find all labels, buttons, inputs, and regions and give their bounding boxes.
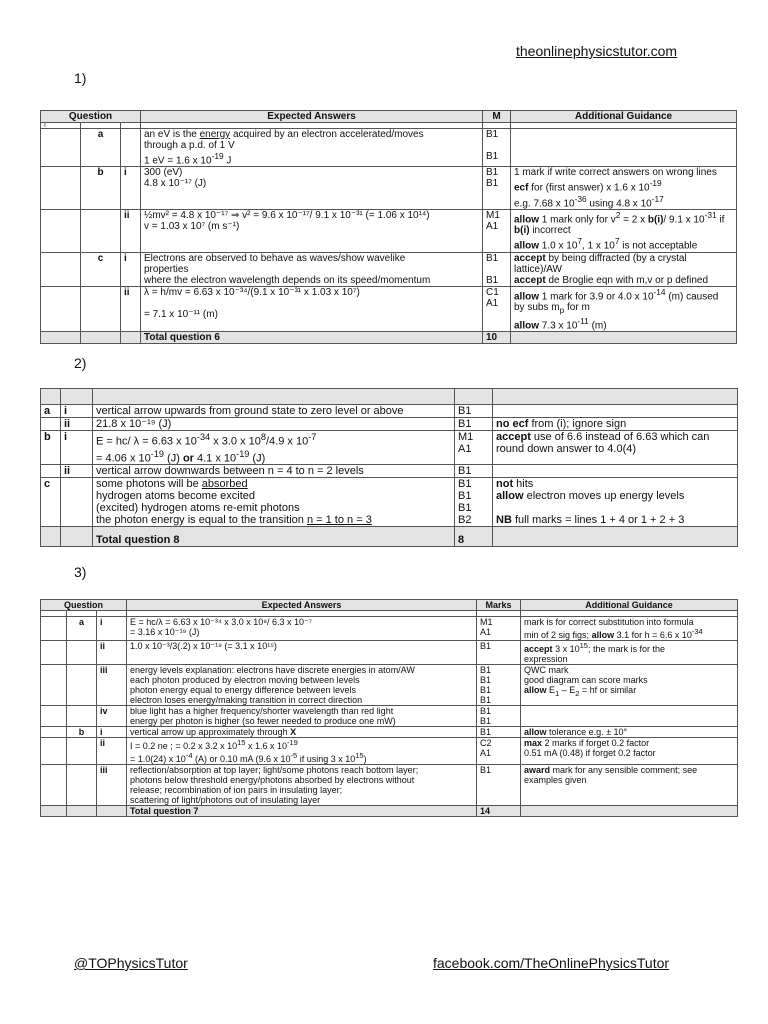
answer-cell: E = hc/λ = 6.63 x 10⁻³⁴ x 3.0 x 10⁸/ 6.3 x 10⁻⁷ = 3.16 x 10⁻¹⁹ (J) bbox=[127, 617, 477, 641]
mark-cell: B1 B1 bbox=[483, 129, 511, 167]
guidance-cell: not hits allow electron moves up energy levels NB full marks = lines 1 + 4 or 1 + 2 + 3 bbox=[493, 478, 738, 527]
header-expected-answers: Expected Answers bbox=[127, 600, 477, 611]
sub-part-cell: ii bbox=[61, 465, 93, 478]
guidance-cell: mark is for correct substitution into formula min of 2 sig figs; allow 3.1 for h = 6.6 x $10^{-34}$ bbox=[521, 617, 738, 641]
mark-cell: M1 A1 bbox=[483, 209, 511, 252]
part-cell: c bbox=[41, 478, 61, 527]
guidance-cell bbox=[493, 465, 738, 478]
table-row bbox=[41, 431, 738, 465]
answer-cell: energy levels explanation: electrons have discrete energies in atom/AW each photon produced by electron moving between levels photon energy equal to energy difference between levels electron loses energy/making transition in correct direction bbox=[127, 665, 477, 706]
guidance-cell: QWC mark good diagram can score marks allow $E_1 - E_2$ = hf or similar bbox=[521, 665, 738, 706]
mark-cell: B1 bbox=[477, 727, 521, 738]
table-row bbox=[41, 765, 738, 806]
guidance-cell: allow tolerance e.g. ± 10° bbox=[521, 727, 738, 738]
answer-cell: E = hc/ λ = 6.63 x $10^{-34}$ x 3.0 x $10^8/4.9$ x $10^{-7}$ = 4.06 x $10^{-19}$ (J) or 4.1 x $10^{-19}$ (J) bbox=[93, 431, 455, 465]
answer-cell: vertical arrow downwards between n = 4 to n = 2 levels bbox=[93, 465, 455, 478]
table-row bbox=[41, 167, 737, 210]
sub-part-cell: ii bbox=[97, 641, 127, 665]
table-row bbox=[41, 252, 737, 286]
table-header-row bbox=[41, 111, 737, 123]
mark-cell: C1 A1 bbox=[483, 286, 511, 332]
total-mark: 10 bbox=[483, 332, 511, 344]
guidance-cell: allow 1 mark only for $v^2 = 2$ x b(i)/ 9.1 x $10^{-31}$ if b(i) incorrect allow 1.0 x $10^7$, 1 x $10^7$ is not acceptable bbox=[511, 209, 737, 252]
header-expected-answers: Expected Answers bbox=[141, 111, 483, 123]
table-row bbox=[41, 738, 738, 765]
mark-cell: B1 bbox=[477, 641, 521, 665]
sub-part-cell: ii bbox=[121, 209, 141, 252]
part-cell: a bbox=[67, 617, 97, 641]
mark-cell: B1 bbox=[455, 418, 493, 431]
answer-cell: an eV is the energy acquired by an electron accelerated/moves through a p.d. of 1 V 1 eV = 1.6 x $10^{-19}$ J bbox=[141, 129, 483, 167]
part-cell: a bbox=[81, 129, 121, 167]
header-marks: M bbox=[483, 111, 511, 123]
guidance-cell: accept 3 x $10^{15}$; the mark is for the expression bbox=[521, 641, 738, 665]
table-row bbox=[41, 286, 737, 332]
guidance-cell: 1 mark if write correct answers on wrong lines ecf for (first answer) x 1.6 x $10^{-19}$ e.g. 7.68 x $10^{-36}$ using 4.8 x $10^{-17}$ bbox=[511, 167, 737, 210]
table-row bbox=[41, 129, 737, 167]
header-guidance: Additional Guidance bbox=[511, 111, 737, 123]
question-1-label: 1) bbox=[74, 70, 87, 86]
sub-part-cell: iii bbox=[97, 665, 127, 706]
question-2-label: 2) bbox=[74, 355, 87, 371]
facebook-link[interactable]: facebook.com/TheOnlinePhysicsTutor bbox=[433, 955, 670, 971]
mark-cell: B1 B1 bbox=[477, 706, 521, 727]
total-label: Total question 7 bbox=[127, 806, 477, 817]
answer-cell: reflection/absorption at top layer; light/some photons reach bottom layer; photons below threshold energy/photons absorbed by electrons without release; recombination of ion pairs in insulating layer; scattering of light/photons out of insulating layer bbox=[127, 765, 477, 806]
mark-scheme-table-3 bbox=[40, 599, 738, 817]
total-row bbox=[41, 806, 738, 817]
header-marks: Marks bbox=[477, 600, 521, 611]
sub-part-cell: iii bbox=[97, 765, 127, 806]
guidance-cell: max 2 marks if forget 0.2 factor 0.51 mA (0.48) if forget 0.2 factor bbox=[521, 738, 738, 765]
guidance-cell: accept by being diffracted (by a crystal lattice)/AW accept de Broglie eqn with m,v or p defined bbox=[511, 252, 737, 286]
guidance-cell bbox=[511, 129, 737, 167]
answer-cell: 1.0 x 10⁻³/3(.2) x 10⁻¹⁹ (= 3.1 x 10¹⁵) bbox=[127, 641, 477, 665]
mark-cell: M1 A1 bbox=[477, 617, 521, 641]
sub-part-cell bbox=[61, 478, 93, 527]
guidance-cell: allow 1 mark for 3.9 or 4.0 x $10^{-14}$ (m) caused by subs $m_p$ for m allow 7.3 x $10^{-11}$ (m) bbox=[511, 286, 737, 332]
guidance-cell: award mark for any sensible comment; see examples given bbox=[521, 765, 738, 806]
sub-part-cell: i bbox=[121, 252, 141, 286]
guidance-cell bbox=[493, 405, 738, 418]
answer-cell: some photons will be absorbed hydrogen atoms become excited (excited) hydrogen atoms re-emit photons the photon energy is equal to the transition n = 1 to n = 3 bbox=[93, 478, 455, 527]
spacer-mark: ı bbox=[41, 123, 81, 129]
question-3-label: 3) bbox=[74, 564, 87, 580]
answer-cell: 21.8 x 10⁻¹⁹ (J) bbox=[93, 418, 455, 431]
answer-cell: 300 (eV) 4.8 x 10⁻¹⁷ (J) bbox=[141, 167, 483, 210]
table-row bbox=[41, 665, 738, 706]
total-label: Total question 8 bbox=[93, 527, 455, 547]
answer-cell: Electrons are observed to behave as waves/show wavelike properties where the electron wavelength depends on its speed/momentum bbox=[141, 252, 483, 286]
sub-part-cell: ii bbox=[97, 738, 127, 765]
mark-cell: B1 B1 B1 B2 bbox=[455, 478, 493, 527]
header-guidance: Additional Guidance bbox=[521, 600, 738, 611]
mark-cell: B1 bbox=[455, 405, 493, 418]
mark-cell: B1 B1 bbox=[483, 167, 511, 210]
mark-cell: B1 B1 bbox=[483, 252, 511, 286]
answer-cell: vertical arrow up approximately through X bbox=[127, 727, 477, 738]
sub-part-cell: iv bbox=[97, 706, 127, 727]
sub-part-cell: i bbox=[97, 727, 127, 738]
total-row bbox=[41, 332, 737, 344]
answer-cell: I = 0.2 ne ; = 0.2 x 3.2 x $10^{15}$ x 1.6 x $10^{-19}$ = 1.0(24) x $10^{-4}$ (A) or 0.10 mA (9.6 x $10^{-5}$ if using 3 x $10^{15}$) bbox=[127, 738, 477, 765]
part-cell: a bbox=[41, 405, 61, 418]
mark-cell: M1 A1 bbox=[455, 431, 493, 465]
mark-cell: B1 B1 B1 B1 bbox=[477, 665, 521, 706]
header-question: Question bbox=[41, 600, 127, 611]
table-row bbox=[41, 706, 738, 727]
sub-part-cell bbox=[121, 129, 141, 167]
table-row bbox=[41, 617, 738, 641]
sub-part-cell: ii bbox=[121, 286, 141, 332]
mark-cell: B1 bbox=[477, 765, 521, 806]
mark-scheme-table-2 bbox=[40, 388, 738, 547]
table-row bbox=[41, 418, 738, 431]
answer-cell: λ = h/mv = 6.63 x 10⁻³⁴/(9.1 x 10⁻³¹ x 1.03 x 10⁷) = 7.1 x 10⁻¹¹ (m) bbox=[141, 286, 483, 332]
answer-cell: ½mv² = 4.8 x 10⁻¹⁷ ⇒ v² = 9.6 x 10⁻¹⁷/ 9.1 x 10⁻³¹ (= 1.06 x 10¹⁴) v = 1.03 x 10⁷ (m s⁻¹) bbox=[141, 209, 483, 252]
site-url[interactable]: theonlinephysicstutor.com bbox=[516, 43, 678, 59]
guidance-cell bbox=[521, 706, 738, 727]
table-row bbox=[41, 727, 738, 738]
total-row bbox=[41, 527, 738, 547]
part-cell: b bbox=[67, 727, 97, 738]
twitter-handle-link[interactable]: @TOPhysicsTutor bbox=[74, 955, 188, 971]
guidance-cell: accept use of 6.6 instead of 6.63 which can round down answer to 4.0(4) bbox=[493, 431, 738, 465]
sub-part-cell: i bbox=[121, 167, 141, 210]
total-mark: 8 bbox=[455, 527, 493, 547]
header-row-blank bbox=[41, 389, 738, 405]
part-cell: b bbox=[41, 431, 61, 465]
table-row bbox=[41, 405, 738, 418]
mark-cell: C2 A1 bbox=[477, 738, 521, 765]
guidance-cell: no ecf from (i); ignore sign bbox=[493, 418, 738, 431]
table-row bbox=[41, 478, 738, 527]
part-cell: b bbox=[81, 167, 121, 210]
header-question: Question bbox=[41, 111, 141, 123]
mark-scheme-table-1 bbox=[40, 110, 737, 344]
total-mark: 14 bbox=[477, 806, 521, 817]
total-label: Total question 6 bbox=[141, 332, 483, 344]
mark-cell: B1 bbox=[455, 465, 493, 478]
answer-cell: blue light has a higher frequency/shorter wavelength than red light energy per photon is higher (so fewer needed to produce one mW) bbox=[127, 706, 477, 727]
table-header-row bbox=[41, 600, 738, 611]
sub-part-cell: i bbox=[97, 617, 127, 641]
table-row bbox=[41, 465, 738, 478]
table-row bbox=[41, 641, 738, 665]
sub-part-cell: i bbox=[61, 431, 93, 465]
part-cell: c bbox=[81, 252, 121, 286]
sub-part-cell: ii bbox=[61, 418, 93, 431]
sub-part-cell: i bbox=[61, 405, 93, 418]
table-row bbox=[41, 209, 737, 252]
answer-cell: vertical arrow upwards from ground state to zero level or above bbox=[93, 405, 455, 418]
